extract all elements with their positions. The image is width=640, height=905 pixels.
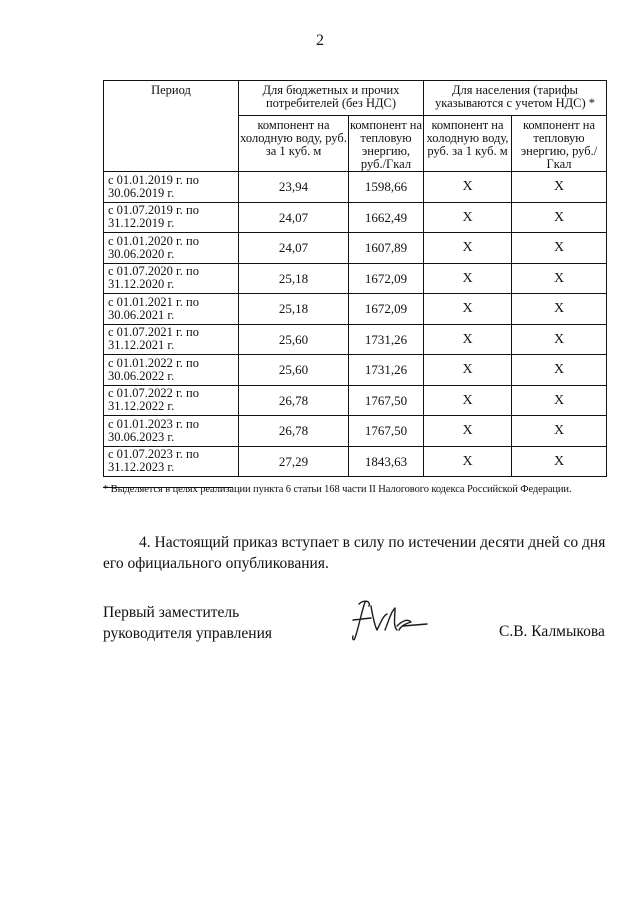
- cell-heat-energy: 1607,89: [349, 233, 424, 264]
- cell-cold-water: 25,18: [239, 294, 349, 325]
- cell-period: с 01.07.2019 г. по 31.12.2019 г.: [104, 202, 239, 233]
- cell-period: с 01.07.2023 г. по 31.12.2023 г.: [104, 446, 239, 477]
- header-heat-energy-population: компонент на тепловую энергию, руб./Гкал: [512, 116, 607, 172]
- cell-heat-energy-population: Х: [512, 416, 607, 447]
- cell-cold-water: 24,07: [239, 202, 349, 233]
- cell-cold-water-population: Х: [424, 355, 512, 386]
- header-cold-water: компонент на холодную воду, руб. за 1 куб. м: [239, 116, 349, 172]
- cell-cold-water-population: Х: [424, 263, 512, 294]
- clause-4: 4. Настоящий приказ вступает в силу по истечении десяти дней со дня его официального опубликования.: [103, 534, 606, 572]
- cell-cold-water: 23,94: [239, 172, 349, 203]
- cell-cold-water-population: Х: [424, 233, 512, 264]
- cell-heat-energy: 1662,49: [349, 202, 424, 233]
- cell-cold-water-population: Х: [424, 294, 512, 325]
- tariff-table: [103, 80, 607, 477]
- cell-cold-water-population: Х: [424, 324, 512, 355]
- cell-heat-energy-population: Х: [512, 263, 607, 294]
- cell-period: с 01.01.2022 г. по 30.06.2022 г.: [104, 355, 239, 386]
- header-population-group: Для населения (тарифы указываются с учетом НДС) *: [424, 81, 607, 116]
- signature: [345, 596, 430, 644]
- cell-cold-water: 25,18: [239, 263, 349, 294]
- table-row: [104, 355, 607, 386]
- cell-cold-water: 26,78: [239, 385, 349, 416]
- cell-cold-water-population: Х: [424, 202, 512, 233]
- cell-heat-energy: 1672,09: [349, 263, 424, 294]
- cell-heat-energy-population: Х: [512, 355, 607, 386]
- table-header-row-1: [104, 81, 607, 116]
- cell-heat-energy-population: Х: [512, 233, 607, 264]
- cell-period: с 01.01.2019 г. по 30.06.2019 г.: [104, 172, 239, 203]
- cell-heat-energy: 1598,66: [349, 172, 424, 203]
- cell-heat-energy: 1731,26: [349, 324, 424, 355]
- table-row: [104, 324, 607, 355]
- cell-heat-energy-population: Х: [512, 294, 607, 325]
- cell-cold-water: 25,60: [239, 355, 349, 386]
- signer-title-line-2: руководителя управления: [103, 625, 273, 642]
- table-row: [104, 416, 607, 447]
- cell-heat-energy-population: Х: [512, 446, 607, 477]
- cell-cold-water: 26,78: [239, 416, 349, 447]
- cell-heat-energy-population: Х: [512, 385, 607, 416]
- table-row: [104, 233, 607, 264]
- cell-cold-water: 27,29: [239, 446, 349, 477]
- cell-cold-water: 24,07: [239, 233, 349, 264]
- signer-name: С.В. Калмыкова: [499, 623, 605, 640]
- footnote: * Выделяется в целях реализации пункта 6 статьи 168 части II Налогового кодекса Российской Федерации.: [103, 484, 572, 495]
- signer-title: [103, 602, 272, 644]
- cell-cold-water: 25,60: [239, 324, 349, 355]
- cell-period: с 01.07.2020 г. по 31.12.2020 г.: [104, 263, 239, 294]
- cell-period: с 01.01.2021 г. по 30.06.2021 г.: [104, 294, 239, 325]
- cell-heat-energy: 1767,50: [349, 385, 424, 416]
- header-cold-water-population: компонент на холодную воду, руб. за 1 куб. м: [424, 116, 512, 172]
- table-row: [104, 172, 607, 203]
- cell-period: с 01.01.2023 г. по 30.06.2023 г.: [104, 416, 239, 447]
- cell-period: с 01.01.2020 г. по 30.06.2020 г.: [104, 233, 239, 264]
- table-row: [104, 294, 607, 325]
- table-row: [104, 263, 607, 294]
- cell-heat-energy: 1767,50: [349, 416, 424, 447]
- cell-heat-energy-population: Х: [512, 202, 607, 233]
- cell-period: с 01.07.2022 г. по 31.12.2022 г.: [104, 385, 239, 416]
- cell-period: с 01.07.2021 г. по 31.12.2021 г.: [104, 324, 239, 355]
- cell-cold-water-population: Х: [424, 385, 512, 416]
- cell-heat-energy-population: Х: [512, 324, 607, 355]
- cell-cold-water-population: Х: [424, 416, 512, 447]
- table-row: [104, 446, 607, 477]
- cell-heat-energy: 1843,63: [349, 446, 424, 477]
- cell-cold-water-population: Х: [424, 446, 512, 477]
- header-heat-energy: компонент на тепловую энергию, руб./Гкал: [349, 116, 424, 172]
- page-number: 2: [316, 32, 324, 49]
- cell-heat-energy: 1731,26: [349, 355, 424, 386]
- table-row: [104, 202, 607, 233]
- table-row: [104, 385, 607, 416]
- header-period: Период: [104, 81, 239, 172]
- cell-heat-energy: 1672,09: [349, 294, 424, 325]
- cell-cold-water-population: Х: [424, 172, 512, 203]
- signer-title-line-1: Первый заместитель: [103, 604, 240, 621]
- cell-heat-energy-population: Х: [512, 172, 607, 203]
- header-budget-group: Для бюджетных и прочих потребителей (без НДС): [239, 81, 424, 116]
